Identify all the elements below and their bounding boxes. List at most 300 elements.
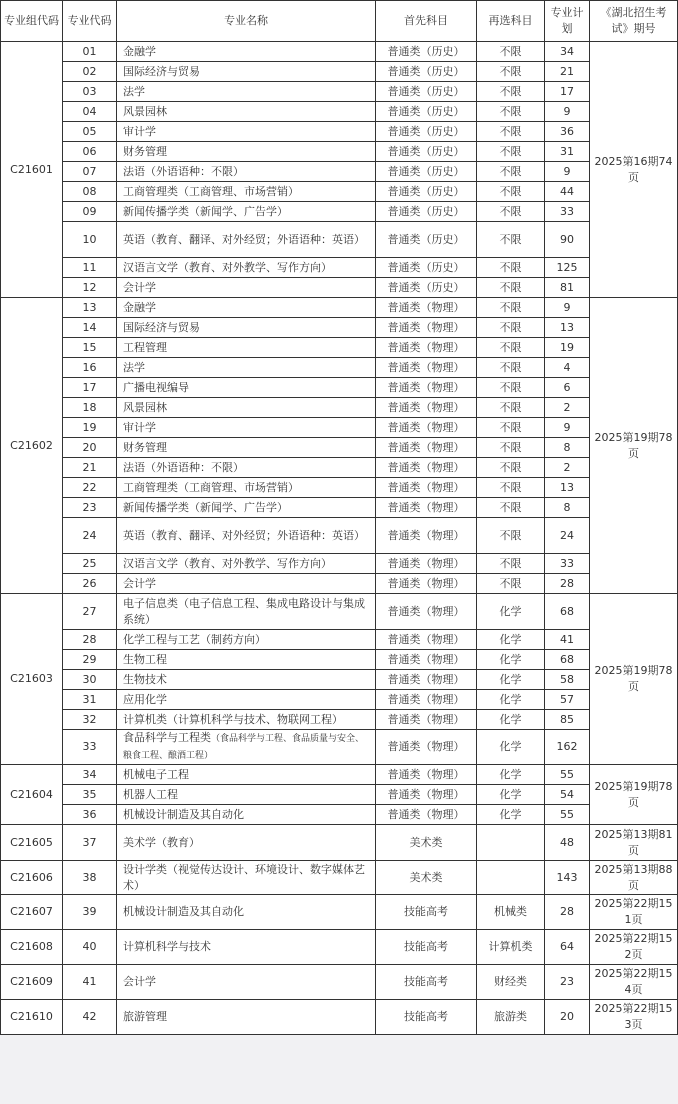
major-name-cell [117,42,376,62]
first-subject-cell: 普通类（物理） [376,805,477,825]
first-subject-cell: 普通类（历史） [376,202,477,222]
group-code-cell: C21607 [1,895,63,930]
major-name-cell [117,930,376,965]
plan-cell: 8 [545,438,590,458]
major-name-cell [117,182,376,202]
second-subject-cell: 不限 [477,458,545,478]
second-subject-cell: 不限 [477,398,545,418]
major-name-text: 计算机类（计算机科学与技术、物联网工程） [123,712,343,726]
table-row [1,1000,678,1035]
major-name-text: 法学 [123,360,145,374]
second-subject-cell: 不限 [477,142,545,162]
major-code-cell: 21 [63,458,117,478]
major-name-cell [117,62,376,82]
major-code-cell: 14 [63,318,117,338]
major-code-cell: 24 [63,518,117,554]
major-code-cell: 42 [63,1000,117,1035]
group-code-cell: C21606 [1,861,63,895]
first-subject-cell: 普通类（历史） [376,62,477,82]
second-subject-cell: 不限 [477,358,545,378]
major-name-cell [117,825,376,861]
plan-cell: 13 [545,318,590,338]
first-subject-cell: 普通类（物理） [376,670,477,690]
group-code-cell: C21601 [1,42,63,298]
plan-cell: 21 [545,62,590,82]
second-subject-cell: 化学 [477,805,545,825]
plan-cell: 4 [545,358,590,378]
major-name-text: 电子信息类（电子信息工程、集成电路设计与集成系统） [123,596,365,626]
major-name-cell [117,690,376,710]
table-row [1,498,678,518]
major-code-cell: 26 [63,574,117,594]
table-row [1,222,678,258]
second-subject-cell [477,861,545,895]
first-subject-cell: 普通类（物理） [376,710,477,730]
major-name-cell [117,418,376,438]
major-name-text: 工程管理 [123,340,167,354]
major-name-text: 机械电子工程 [123,767,189,781]
major-name-cell [117,162,376,182]
first-subject-cell: 普通类（物理） [376,518,477,554]
second-subject-cell: 不限 [477,42,545,62]
second-subject-cell: 不限 [477,162,545,182]
major-code-cell: 18 [63,398,117,418]
major-name-cell [117,458,376,478]
major-code-cell: 33 [63,730,117,765]
second-subject-cell: 不限 [477,418,545,438]
table-row [1,650,678,670]
table-row [1,278,678,298]
second-subject-cell: 化学 [477,730,545,765]
major-name-cell [117,222,376,258]
major-code-cell: 17 [63,378,117,398]
header-major-code: 专业代码 [63,1,117,42]
first-subject-cell: 普通类（物理） [376,318,477,338]
table-row [1,690,678,710]
plan-cell: 33 [545,554,590,574]
major-code-cell: 22 [63,478,117,498]
major-name-text: 法语（外语语种：不限） [123,164,244,178]
major-code-cell: 15 [63,338,117,358]
issue-cell: 2025第22期153页 [590,1000,678,1035]
second-subject-cell: 不限 [477,278,545,298]
major-code-cell: 05 [63,122,117,142]
second-subject-cell: 化学 [477,690,545,710]
first-subject-cell: 普通类（历史） [376,222,477,258]
second-subject-cell: 化学 [477,785,545,805]
major-code-cell: 08 [63,182,117,202]
second-subject-cell: 化学 [477,630,545,650]
major-code-cell: 02 [63,62,117,82]
major-name-cell [117,710,376,730]
table-row [1,318,678,338]
major-name-cell [117,318,376,338]
major-name-text: 设计学类（视觉传达设计、环境设计、数字媒体艺术） [123,862,365,892]
header-first-subject: 首先科目 [376,1,477,42]
second-subject-cell: 不限 [477,478,545,498]
major-name-cell [117,122,376,142]
plan-cell: 23 [545,965,590,1000]
table-row [1,965,678,1000]
major-code-cell: 37 [63,825,117,861]
major-code-cell: 27 [63,594,117,630]
table-row [1,162,678,182]
first-subject-cell: 普通类（历史） [376,82,477,102]
table-row [1,338,678,358]
major-name-cell [117,518,376,554]
major-name-text: 汉语言文学（教育、对外教学、写作方向） [123,556,332,570]
plan-cell: 44 [545,182,590,202]
first-subject-cell: 美术类 [376,825,477,861]
major-name-text: 旅游管理 [123,1010,167,1023]
header-major-name: 专业名称 [117,1,376,42]
first-subject-cell: 技能高考 [376,895,477,930]
table-row [1,710,678,730]
table-row [1,730,678,765]
first-subject-cell: 普通类（历史） [376,142,477,162]
major-name-cell [117,278,376,298]
major-code-cell: 25 [63,554,117,574]
issue-cell: 2025第19期78页 [590,765,678,825]
first-subject-cell: 技能高考 [376,1000,477,1035]
major-name-text: 计算机科学与技术 [123,940,211,953]
first-subject-cell: 普通类（物理） [376,785,477,805]
major-name-text: 会计学 [123,576,156,590]
first-subject-cell: 普通类（物理） [376,458,477,478]
first-subject-cell: 普通类（物理） [376,650,477,670]
table-row [1,458,678,478]
major-code-cell: 04 [63,102,117,122]
table-row [1,574,678,594]
table-row [1,378,678,398]
major-name-text: 生物工程 [123,652,167,666]
table-row [1,62,678,82]
major-name-text: 英语（教育、翻译、对外经贸；外语语种：英语） [123,232,365,246]
second-subject-cell: 不限 [477,518,545,554]
major-name-text: 工商管理类（工商管理、市场营销） [123,184,299,198]
plan-cell: 162 [545,730,590,765]
plan-cell: 85 [545,710,590,730]
major-code-cell: 36 [63,805,117,825]
major-name-text: 美术学（教育） [123,835,200,849]
second-subject-cell: 不限 [477,62,545,82]
plan-cell: 9 [545,298,590,318]
plan-cell: 90 [545,222,590,258]
header-issue: 《湖北招生考试》期号 [590,1,678,42]
plan-cell: 19 [545,338,590,358]
major-name-text: 机械设计制造及其自动化 [123,807,244,821]
table-row [1,358,678,378]
plan-cell: 41 [545,630,590,650]
major-name-text: 化学工程与工艺（制药方向） [123,632,266,646]
first-subject-cell: 普通类（物理） [376,554,477,574]
first-subject-cell: 普通类（物理） [376,765,477,785]
major-name-text: 新闻传播学类（新闻学、广告学） [123,500,288,514]
table-row [1,122,678,142]
header-second-subject: 再选科目 [477,1,545,42]
plan-cell: 55 [545,805,590,825]
plan-cell: 125 [545,258,590,278]
major-name-cell [117,82,376,102]
major-code-cell: 39 [63,895,117,930]
major-code-cell: 10 [63,222,117,258]
plan-cell: 2 [545,398,590,418]
major-name-text: 风景园林 [123,400,167,414]
first-subject-cell: 普通类（物理） [376,398,477,418]
plan-cell: 33 [545,202,590,222]
major-code-cell: 06 [63,142,117,162]
header-row [1,1,678,42]
major-code-cell: 38 [63,861,117,895]
major-code-cell: 23 [63,498,117,518]
major-name-cell [117,298,376,318]
issue-cell: 2025第13期81页 [590,825,678,861]
plan-cell: 48 [545,825,590,861]
second-subject-cell: 财经类 [477,965,545,1000]
issue-cell: 2025第19期78页 [590,298,678,594]
table-row [1,825,678,861]
header-plan: 专业计划 [545,1,590,42]
major-code-cell: 09 [63,202,117,222]
table-body [1,42,678,1035]
plan-cell: 2 [545,458,590,478]
major-name-cell [117,574,376,594]
major-name-text: 会计学 [123,975,156,988]
issue-cell: 2025第13期88页 [590,861,678,895]
second-subject-cell: 不限 [477,258,545,278]
major-name-text: 广播电视编导 [123,380,189,394]
group-code-cell: C21610 [1,1000,63,1035]
major-code-cell: 34 [63,765,117,785]
major-name-text: 法语（外语语种：不限） [123,460,244,474]
plan-cell: 28 [545,574,590,594]
second-subject-cell: 化学 [477,710,545,730]
second-subject-cell: 不限 [477,82,545,102]
table-row [1,554,678,574]
major-name-cell [117,785,376,805]
major-name-cell [117,478,376,498]
major-name-text: 财务管理 [123,144,167,158]
major-name-cell [117,594,376,630]
major-code-cell: 07 [63,162,117,182]
second-subject-cell: 不限 [477,102,545,122]
table-row [1,182,678,202]
second-subject-cell: 不限 [477,318,545,338]
second-subject-cell: 不限 [477,222,545,258]
first-subject-cell: 技能高考 [376,965,477,1000]
issue-cell: 2025第16期74页 [590,42,678,298]
major-code-cell: 41 [63,965,117,1000]
first-subject-cell: 普通类（物理） [376,730,477,765]
major-name-text: 新闻传播学类（新闻学、广告学） [123,204,288,218]
major-name-text: 机械设计制造及其自动化 [123,905,244,918]
second-subject-cell [477,825,545,861]
first-subject-cell: 普通类（物理） [376,690,477,710]
table-row [1,398,678,418]
table-row [1,518,678,554]
group-code-cell: C21608 [1,930,63,965]
major-code-cell: 30 [63,670,117,690]
major-name-text: 应用化学 [123,692,167,706]
first-subject-cell: 普通类（历史） [376,102,477,122]
plan-cell: 64 [545,930,590,965]
table-row [1,102,678,122]
second-subject-cell: 机械类 [477,895,545,930]
group-code-cell: C21605 [1,825,63,861]
plan-cell: 17 [545,82,590,102]
major-name-note: （食品科学与工程、食品质量与安全、粮食工程、酿酒工程） [123,734,365,761]
major-code-cell: 11 [63,258,117,278]
table-row [1,861,678,895]
major-name-cell [117,730,376,765]
second-subject-cell: 旅游类 [477,1000,545,1035]
table-row [1,594,678,630]
second-subject-cell: 化学 [477,650,545,670]
group-code-cell: C21602 [1,298,63,594]
major-code-cell: 31 [63,690,117,710]
first-subject-cell: 技能高考 [376,930,477,965]
major-code-cell: 13 [63,298,117,318]
plan-cell: 34 [545,42,590,62]
issue-cell: 2025第22期154页 [590,965,678,1000]
table-row [1,82,678,102]
major-name-text: 金融学 [123,300,156,314]
major-code-cell: 03 [63,82,117,102]
major-name-text: 国际经济与贸易 [123,320,200,334]
major-name-cell [117,338,376,358]
plan-cell: 55 [545,765,590,785]
major-name-text: 财务管理 [123,440,167,454]
table-row [1,765,678,785]
plan-cell: 9 [545,102,590,122]
major-code-cell: 32 [63,710,117,730]
plan-cell: 9 [545,162,590,182]
major-name-cell [117,861,376,895]
group-code-cell: C21604 [1,765,63,825]
major-name-cell [117,258,376,278]
plan-cell: 9 [545,418,590,438]
major-name-text: 金融学 [123,44,156,58]
first-subject-cell: 普通类（物理） [376,358,477,378]
major-code-cell: 29 [63,650,117,670]
first-subject-cell: 普通类（物理） [376,478,477,498]
table-row [1,142,678,162]
first-subject-cell: 普通类（历史） [376,42,477,62]
group-code-cell: C21609 [1,965,63,1000]
second-subject-cell: 不限 [477,498,545,518]
plan-cell: 20 [545,1000,590,1035]
plan-cell: 58 [545,670,590,690]
second-subject-cell: 化学 [477,670,545,690]
major-name-cell [117,765,376,785]
second-subject-cell: 不限 [477,378,545,398]
major-name-cell [117,650,376,670]
first-subject-cell: 普通类（物理） [376,338,477,358]
major-name-text: 国际经济与贸易 [123,64,200,78]
major-code-cell: 20 [63,438,117,458]
second-subject-cell: 化学 [477,594,545,630]
second-subject-cell: 不限 [477,438,545,458]
major-name-text: 审计学 [123,420,156,434]
plan-cell: 143 [545,861,590,895]
first-subject-cell: 普通类（物理） [376,378,477,398]
plan-cell: 68 [545,594,590,630]
first-subject-cell: 普通类（物理） [376,298,477,318]
major-name-cell [117,1000,376,1035]
major-name-cell [117,895,376,930]
major-name-text: 会计学 [123,280,156,294]
major-name-text: 汉语言文学（教育、对外教学、写作方向） [123,260,332,274]
major-name-text: 机器人工程 [123,787,178,801]
major-name-text: 审计学 [123,124,156,138]
major-name-cell [117,670,376,690]
second-subject-cell: 不限 [477,338,545,358]
major-code-cell: 01 [63,42,117,62]
first-subject-cell: 普通类（物理） [376,438,477,458]
first-subject-cell: 普通类（历史） [376,182,477,202]
issue-cell: 2025第19期78页 [590,594,678,765]
second-subject-cell: 不限 [477,122,545,142]
major-name-cell [117,142,376,162]
table-header [1,1,678,42]
table-row [1,670,678,690]
plan-cell: 8 [545,498,590,518]
major-name-text: 英语（教育、翻译、对外经贸；外语语种：英语） [123,528,365,542]
table-row [1,785,678,805]
major-name-cell [117,378,376,398]
major-code-cell: 19 [63,418,117,438]
major-name-text: 工商管理类（工商管理、市场营销） [123,480,299,494]
major-name-cell [117,202,376,222]
plan-cell: 81 [545,278,590,298]
major-code-cell: 35 [63,785,117,805]
table-row [1,42,678,62]
major-name-cell [117,438,376,458]
table-row [1,630,678,650]
first-subject-cell: 普通类（物理） [376,574,477,594]
first-subject-cell: 普通类（历史） [376,258,477,278]
plan-cell: 6 [545,378,590,398]
plan-cell: 13 [545,478,590,498]
group-code-cell: C21603 [1,594,63,765]
first-subject-cell: 普通类（历史） [376,162,477,182]
second-subject-cell: 不限 [477,298,545,318]
major-name-text: 食品科学与工程类 [123,731,211,744]
first-subject-cell: 普通类（物理） [376,418,477,438]
table-row [1,478,678,498]
second-subject-cell: 不限 [477,574,545,594]
major-name-text: 风景园林 [123,104,167,118]
table-row [1,298,678,318]
table-row [1,805,678,825]
major-name-cell [117,554,376,574]
table-row [1,202,678,222]
major-name-cell [117,965,376,1000]
plan-cell: 36 [545,122,590,142]
issue-cell: 2025第22期152页 [590,930,678,965]
major-code-cell: 40 [63,930,117,965]
first-subject-cell: 普通类（物理） [376,630,477,650]
issue-cell: 2025第22期151页 [590,895,678,930]
second-subject-cell: 计算机类 [477,930,545,965]
first-subject-cell: 美术类 [376,861,477,895]
first-subject-cell: 普通类（历史） [376,122,477,142]
table-row [1,930,678,965]
major-code-cell: 16 [63,358,117,378]
major-name-cell [117,805,376,825]
major-name-text: 法学 [123,84,145,98]
major-code-cell: 12 [63,278,117,298]
